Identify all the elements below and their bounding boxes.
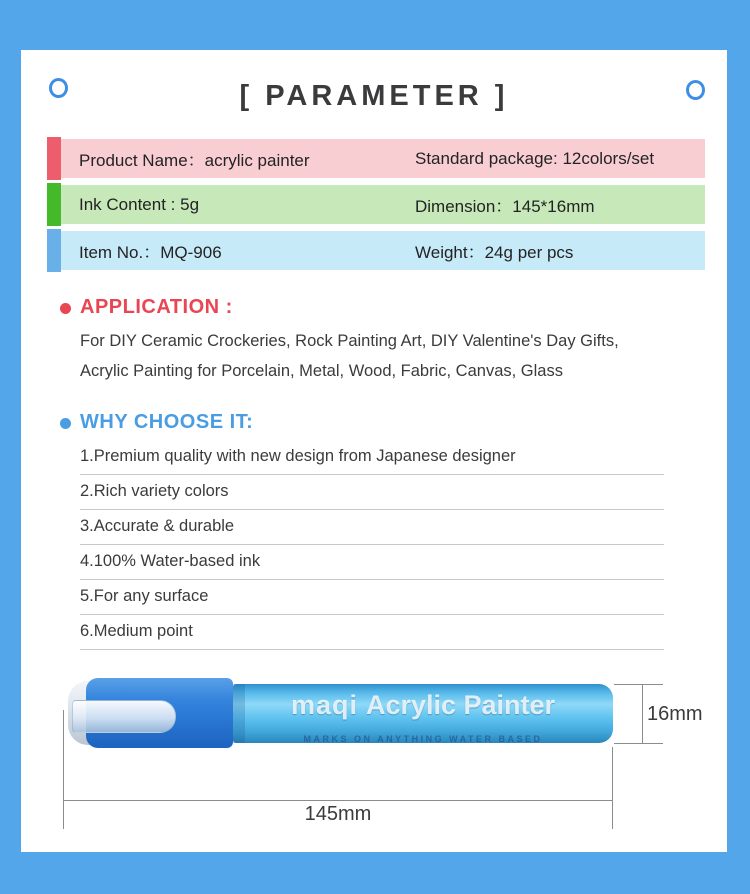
row-accent-tab <box>47 229 61 272</box>
why-choose-list <box>80 440 664 650</box>
bullet-dot-icon <box>60 303 71 314</box>
application-text <box>80 326 690 386</box>
pen-brand: maqi <box>290 690 358 720</box>
spec-product-name: Product Name：acrylic painter <box>79 151 310 170</box>
pen-sub-print-text: MARKS ON ANYTHING WATER BASED <box>303 734 543 744</box>
spec-ink-content: Ink Content : 5g <box>79 194 200 214</box>
content-panel <box>21 50 727 852</box>
spec-weight: Weight：24g per pcs <box>415 243 574 262</box>
spec-row-product <box>47 139 705 178</box>
pen-label: Acrylic Painter <box>365 690 556 720</box>
dim-16mm-bottom-tick <box>614 743 663 744</box>
spec-row-item <box>47 231 705 270</box>
list-item: 5.For any surface <box>80 580 664 615</box>
application-line-2: Acrylic Painting for Porcelain, Metal, Wood, Fabric, Canvas, Glass <box>80 362 563 380</box>
row-accent-tab <box>47 137 61 180</box>
list-item: 6.Medium point <box>80 615 664 650</box>
dim-16mm-top-tick <box>614 684 663 685</box>
pen-clip <box>72 700 176 733</box>
dim-145mm-label: 145mm <box>304 803 372 825</box>
row-accent-tab <box>47 183 61 226</box>
dim-145mm-line <box>63 800 613 801</box>
application-line-1: For DIY Ceramic Crockeries, Rock Painting Art, DIY Valentine's Day Gifts, <box>80 332 619 350</box>
list-item: 2.Rich variety colors <box>80 475 664 510</box>
application-heading: APPLICATION : <box>80 296 233 318</box>
spec-item-no: Item No.：MQ-906 <box>79 243 222 262</box>
pen-print-text <box>233 690 613 721</box>
list-item: 3.Accurate & durable <box>80 510 664 545</box>
dim-16mm-label: 16mm <box>647 703 703 725</box>
page-title: [ PARAMETER ] <box>239 80 509 112</box>
list-item: 1.Premium quality with new design from Japanese designer <box>80 440 664 475</box>
why-choose-heading: WHY CHOOSE IT: <box>80 411 254 433</box>
spec-dimension: Dimension：145*16mm <box>415 197 595 216</box>
list-item: 4.100% Water-based ink <box>80 545 664 580</box>
spec-row-ink <box>47 185 705 224</box>
bullet-dot-icon <box>60 418 71 429</box>
spec-standard-package: Standard package: 12colors/set <box>415 148 655 168</box>
dim-16mm-line <box>642 684 643 743</box>
